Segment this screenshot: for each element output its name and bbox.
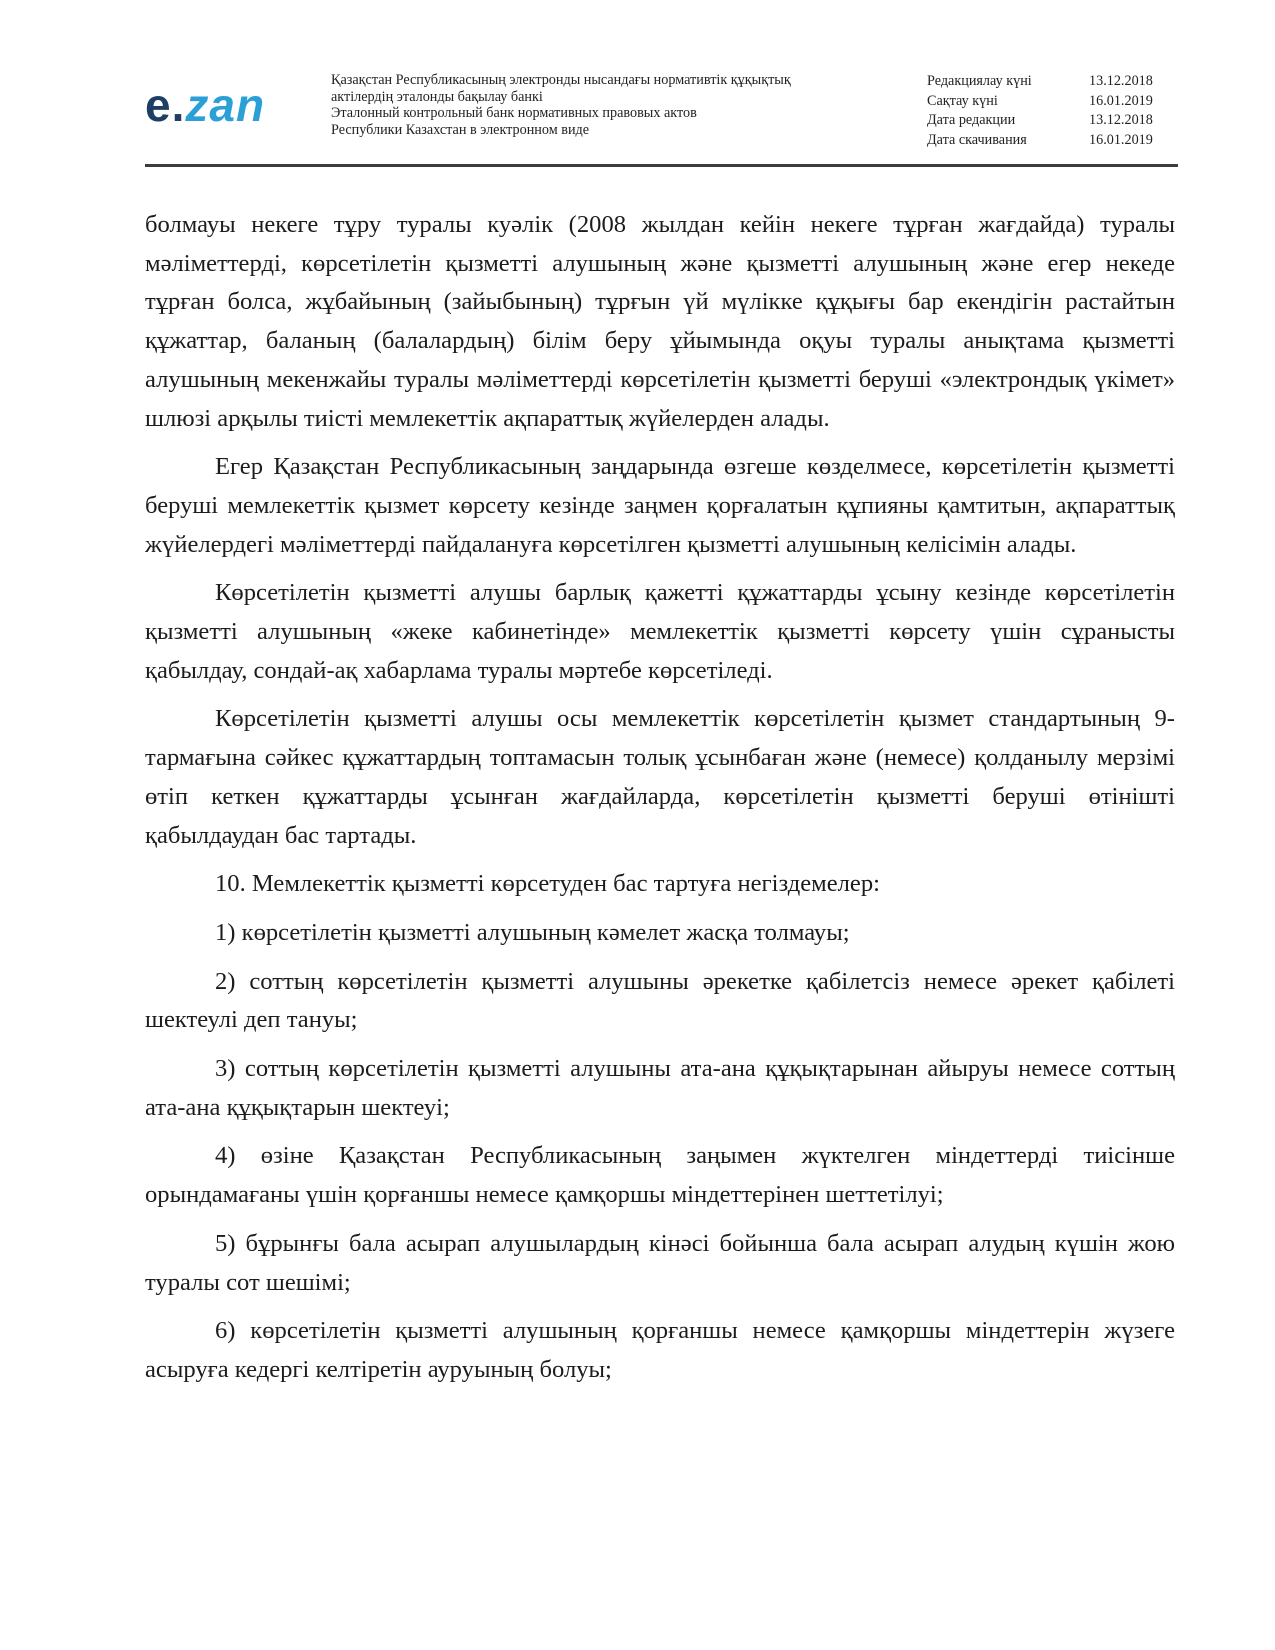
logo-e: e: [145, 79, 172, 131]
meta-value: 13.12.2018: [1089, 112, 1153, 128]
header-description-line: Республики Казахстан в электронном виде: [331, 121, 590, 138]
meta-value: 16.01.2019: [1089, 131, 1153, 148]
logo-zan: zan: [185, 79, 266, 131]
ezan-logo: [145, 79, 266, 131]
meta-label: Сақтау күні: [927, 92, 998, 109]
header-description: [331, 72, 791, 138]
meta-row-edit-date-ru: [927, 111, 1179, 131]
list-item-4: 4) өзіне Қазақстан Республикасының заңымен жүктелген міндеттерді тиісінше орындамағаны үшін қорғаншы немесе қамқоршы міндеттерінен шеттетілуі;: [145, 1142, 1175, 1209]
meta-row-save-date-kz: [927, 92, 1179, 112]
document-header: [145, 66, 1178, 162]
list-item-1: 1) көрсетілетін қызметті алушының кәмелет жасқа толмауы;: [215, 918, 850, 946]
header-description-line: Эталонный контрольный банк нормативных правовых актов: [331, 105, 697, 121]
list-item-5: 5) бұрынғы бала асырап алушылардың кінәсі бойынша бала асырап алудың күшін жою туралы сот шешімі;: [145, 1229, 1175, 1296]
header-meta: [927, 72, 1179, 150]
list-item-2: 2) соттың көрсетілетін қызметті алушыны әрекетке қабілетсіз немесе әрекет қабілеті шектеулі деп тануы;: [145, 967, 1175, 1034]
document-body: [145, 206, 1175, 1400]
paragraph-consent: Егер Қазақстан Республикасының заңдарында өзгеше көзделмесе, көрсетілетін қызметті беруші мемлекеттік қызмет көрсету кезінде заңмен қорғалатын құпияны қамтитын, ақпараттық жүйелердегі мәліметтерді пайдалануға көрсетілген қызметті алушының келісімін алады.: [145, 453, 1175, 558]
paragraph-refusal-incomplete: Көрсетілетін қызметті алушы осы мемлекеттік көрсетілетін қызмет стандартының 9-тармағына сәйкес құжаттардың топтамасын толық ұсынбаған және (немесе) қолданылу мерзімі өтіп кеткен құжаттарды ұсынған жағдайларда, көрсетілетін қызметті беруші өтінішті қабылдаудан бас тартады.: [145, 705, 1175, 849]
header-description-line: Қазақстан Республикасының электронды нысандағы нормативтік құқықтық: [331, 72, 791, 88]
meta-row-download-date-ru: [927, 131, 1179, 151]
meta-label: Дата редакции: [927, 112, 1016, 128]
meta-value: 13.12.2018: [1089, 73, 1153, 89]
paragraph-personal-cabinet: Көрсетілетін қызметті алушы барлық қажетті құжаттарды ұсыну кезінде көрсетілетін қызметті алушының «жеке кабинетінде» мемлекеттік қызметті көрсету үшін сұранысты қабылдау, сондай-ақ хабарлама туралы мәртебе көрсетіледі.: [145, 579, 1175, 684]
meta-row-edit-date-kz: [927, 72, 1179, 92]
logo-dot: .: [171, 79, 186, 131]
paragraph-continuation: болмауы некеге тұру туралы куәлік (2008 жылдан кейін некеге тұрған жағдайда) туралы мәліметтерді, көрсетілетін қызметті алушының және қызметті алушының және егер некеде тұрған болса, жұбайының (зайыбының) тұрғын үй мүлікке құқығы бар екендігін растайтын құжаттар, баланың (балалардың) білім беру ұйымында оқуы туралы анықтама қызметті алушының мекенжайы туралы мәліметтерді көрсетілетін қызметті беруші «электрондық үкімет» шлюзі арқылы тиісті мемлекеттік ақпараттық жүйелерден алады.: [145, 211, 1175, 432]
meta-value: 16.01.2019: [1089, 92, 1153, 109]
header-divider: [145, 164, 1178, 167]
meta-label: Редакциялау күні: [927, 73, 1032, 89]
meta-label: Дата скачивания: [927, 131, 1027, 148]
list-item-3: 3) соттың көрсетілетін қызметті алушыны ата-ана құқықтарынан айыруы немесе соттың ата-ана құқықтарын шектеуі;: [145, 1055, 1175, 1121]
list-item-6: 6) көрсетілетін қызметті алушының қорғаншы немесе қамқоршы міндеттерін жүзеге асыруға кедергі келтіретін ауруының болуы;: [145, 1317, 1175, 1383]
paragraph-section-10-heading: 10. Мемлекеттік қызметті көрсетуден бас тартуға негіздемелер:: [215, 870, 880, 898]
header-description-line: актілердің эталонды бақылау банкі: [331, 88, 543, 105]
